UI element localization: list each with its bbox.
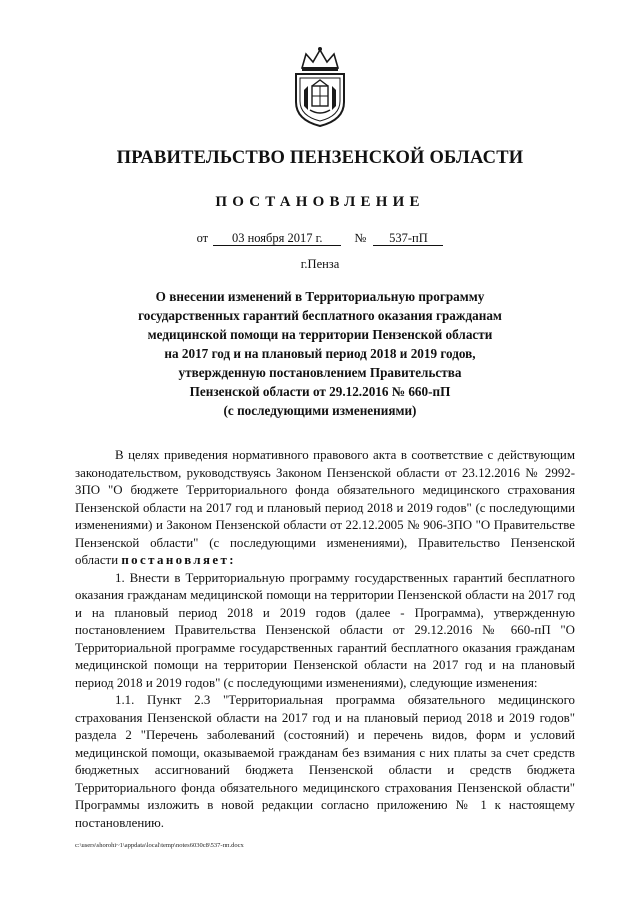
subject-line: Пензенской области от 29.12.2016 № 660-пП xyxy=(189,384,451,399)
item-1-paragraph: 1. Внести в Территориальную программу государственных гарантий бесплатного оказания гражданам медицинской помощи на территории Пензенской области на 2017 год и на плановый период 2018 и 2019 годов (далее - Программа), утвержденную постановлением Правительства Пензенской области от 29.12.2016 № 660-пП "О Территориальной программе государственных гарантий бесплатного оказания гражданам медицинской помощи на территории Пензенской области на 2017 год и на плановый период 2018 и 2019 годов" (с последующими изменениями), следующие изменения: xyxy=(75,570,575,690)
date-prefix: от xyxy=(196,231,209,245)
government-title: ПРАВИТЕЛЬСТВО ПЕНЗЕНСКОЙ ОБЛАСТИ xyxy=(116,148,524,168)
subject-line: О внесении изменений в Территориальную программу xyxy=(155,289,485,304)
subject-line: государственных гарантий бесплатного оказания гражданам xyxy=(138,308,502,323)
number-prefix: № xyxy=(354,231,367,245)
subject-line: медицинской помощи на территории Пензенской области xyxy=(147,327,493,342)
subject-line: на 2017 год и на плановый период 2018 и 2019 годов, xyxy=(164,346,476,361)
item-1-1-paragraph: 1.1. Пункт 2.3 "Территориальная программа обязательного медицинского страхования Пензенской области на 2017 год и на плановый период 2018 и 2019 годов" раздела 2 "Перечень заболеваний (состояний) и перечень видов, форм и условий медицинской помощи, оказываемой гражданам без взимания с них платы за счет средств бюджетных ассигнований бюджета Пензенской области и средств бюджета Территориального фонда обязательного медицинского страхования Пензенской области" Программы изложить в новой редакции согласно приложению № 1 к настоящему постановлению. xyxy=(75,693,575,830)
preamble-paragraph xyxy=(75,447,575,570)
file-path: c:\users\shorohi~1\appdata\local\temp\notes6030c8\537-пп.docx xyxy=(75,842,244,849)
document-date: 03 ноября 2017 г. xyxy=(213,232,341,246)
document-subject xyxy=(90,287,550,420)
date-number-line xyxy=(0,231,640,246)
subject-line: (с последующими изменениями) xyxy=(223,403,417,418)
decree-word: постановляет: xyxy=(121,553,236,567)
document-body xyxy=(75,447,575,832)
document-type: ПОСТАНОВЛЕНИЕ xyxy=(215,194,425,210)
subject-line: утвержденную постановлением Правительства xyxy=(178,365,462,380)
city: г.Пенза xyxy=(300,257,340,271)
preamble-text: В целях приведения нормативного правового акта в соответствие с действующим законодательством, руководствуясь Законом Пензенской области от 23.12.2016 № 2992-ЗПО "О бюджете Территориального фонда обязательного медицинского страхования Пензенской области на 2017 год и плановый период 2018 и 2019 годов" (с последующими изменениями) и Законом Пензенской области от 22.12.2005 № 906-ЗПО "О Правительстве Пензенской области" (с последующими изменениями), Правительство Пензенской области xyxy=(75,448,575,567)
coat-of-arms-icon xyxy=(288,46,352,128)
document-number: 537-пП xyxy=(373,232,443,246)
